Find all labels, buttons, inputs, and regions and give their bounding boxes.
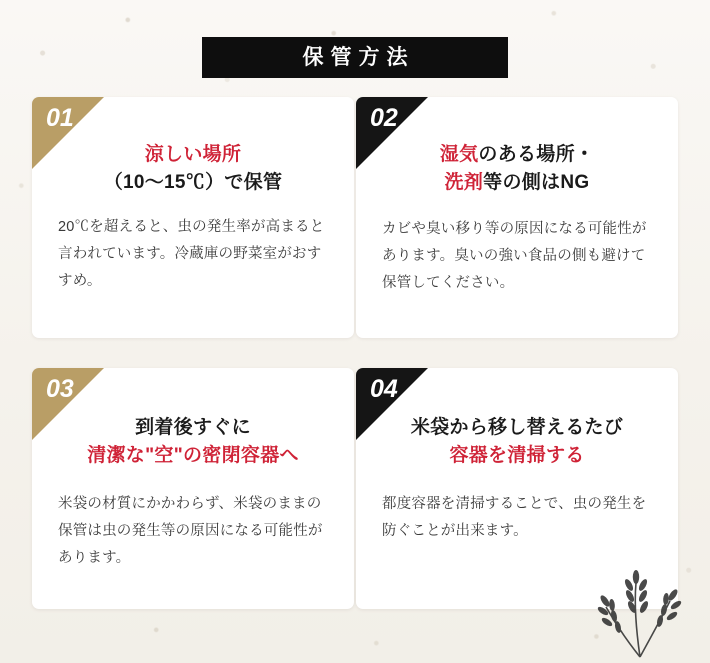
tip-headline-line1: 到着後すぐに [135, 417, 251, 438]
tip-headline-accent-2: 洗剤 [444, 171, 484, 193]
tip-headline-accent: 容器を清掃する [449, 444, 585, 466]
tips-grid [32, 97, 678, 609]
page-title-banner [202, 37, 508, 78]
tip-body: 米袋の材質にかかわらず、米袋のままの保管は虫の発生等の原因になる可能性があります。 [58, 496, 323, 566]
tip-number: 03 [46, 375, 74, 403]
tip-headline-accent: 清潔な"空"の密閉容器へ [87, 444, 299, 466]
tip-number: 01 [46, 104, 74, 132]
tip-body: カビや臭い移り等の原因になる可能性があります。臭いの強い食品の側も避けて保管してください。 [382, 221, 647, 291]
tip-body: 20℃を超えると、虫の発生率が高まると言われています。冷蔵庫の野菜室がおすすめ。 [58, 219, 325, 289]
tip-card-01 [32, 97, 354, 338]
tip-card-04 [356, 368, 678, 609]
tip-headline-line2: （10〜15℃）で保管 [103, 171, 283, 193]
page-title: 保管方法 [302, 46, 415, 69]
tip-headline-rest-2: 等の側はNG [483, 171, 590, 193]
tip-card-03 [32, 368, 354, 609]
tip-headline-accent: 涼しい場所 [144, 144, 242, 165]
tip-headline-accent: 湿気 [439, 144, 479, 165]
tip-number: 04 [370, 375, 398, 403]
tip-headline-rest: のある場所・ [478, 144, 595, 165]
tip-headline-line1: 米袋から移し替えるたび [410, 417, 624, 438]
tip-card-02 [356, 97, 678, 338]
tip-number: 02 [370, 104, 398, 132]
tip-body: 都度容器を清掃することで、虫の発生を防ぐことが出来ます。 [382, 496, 647, 539]
